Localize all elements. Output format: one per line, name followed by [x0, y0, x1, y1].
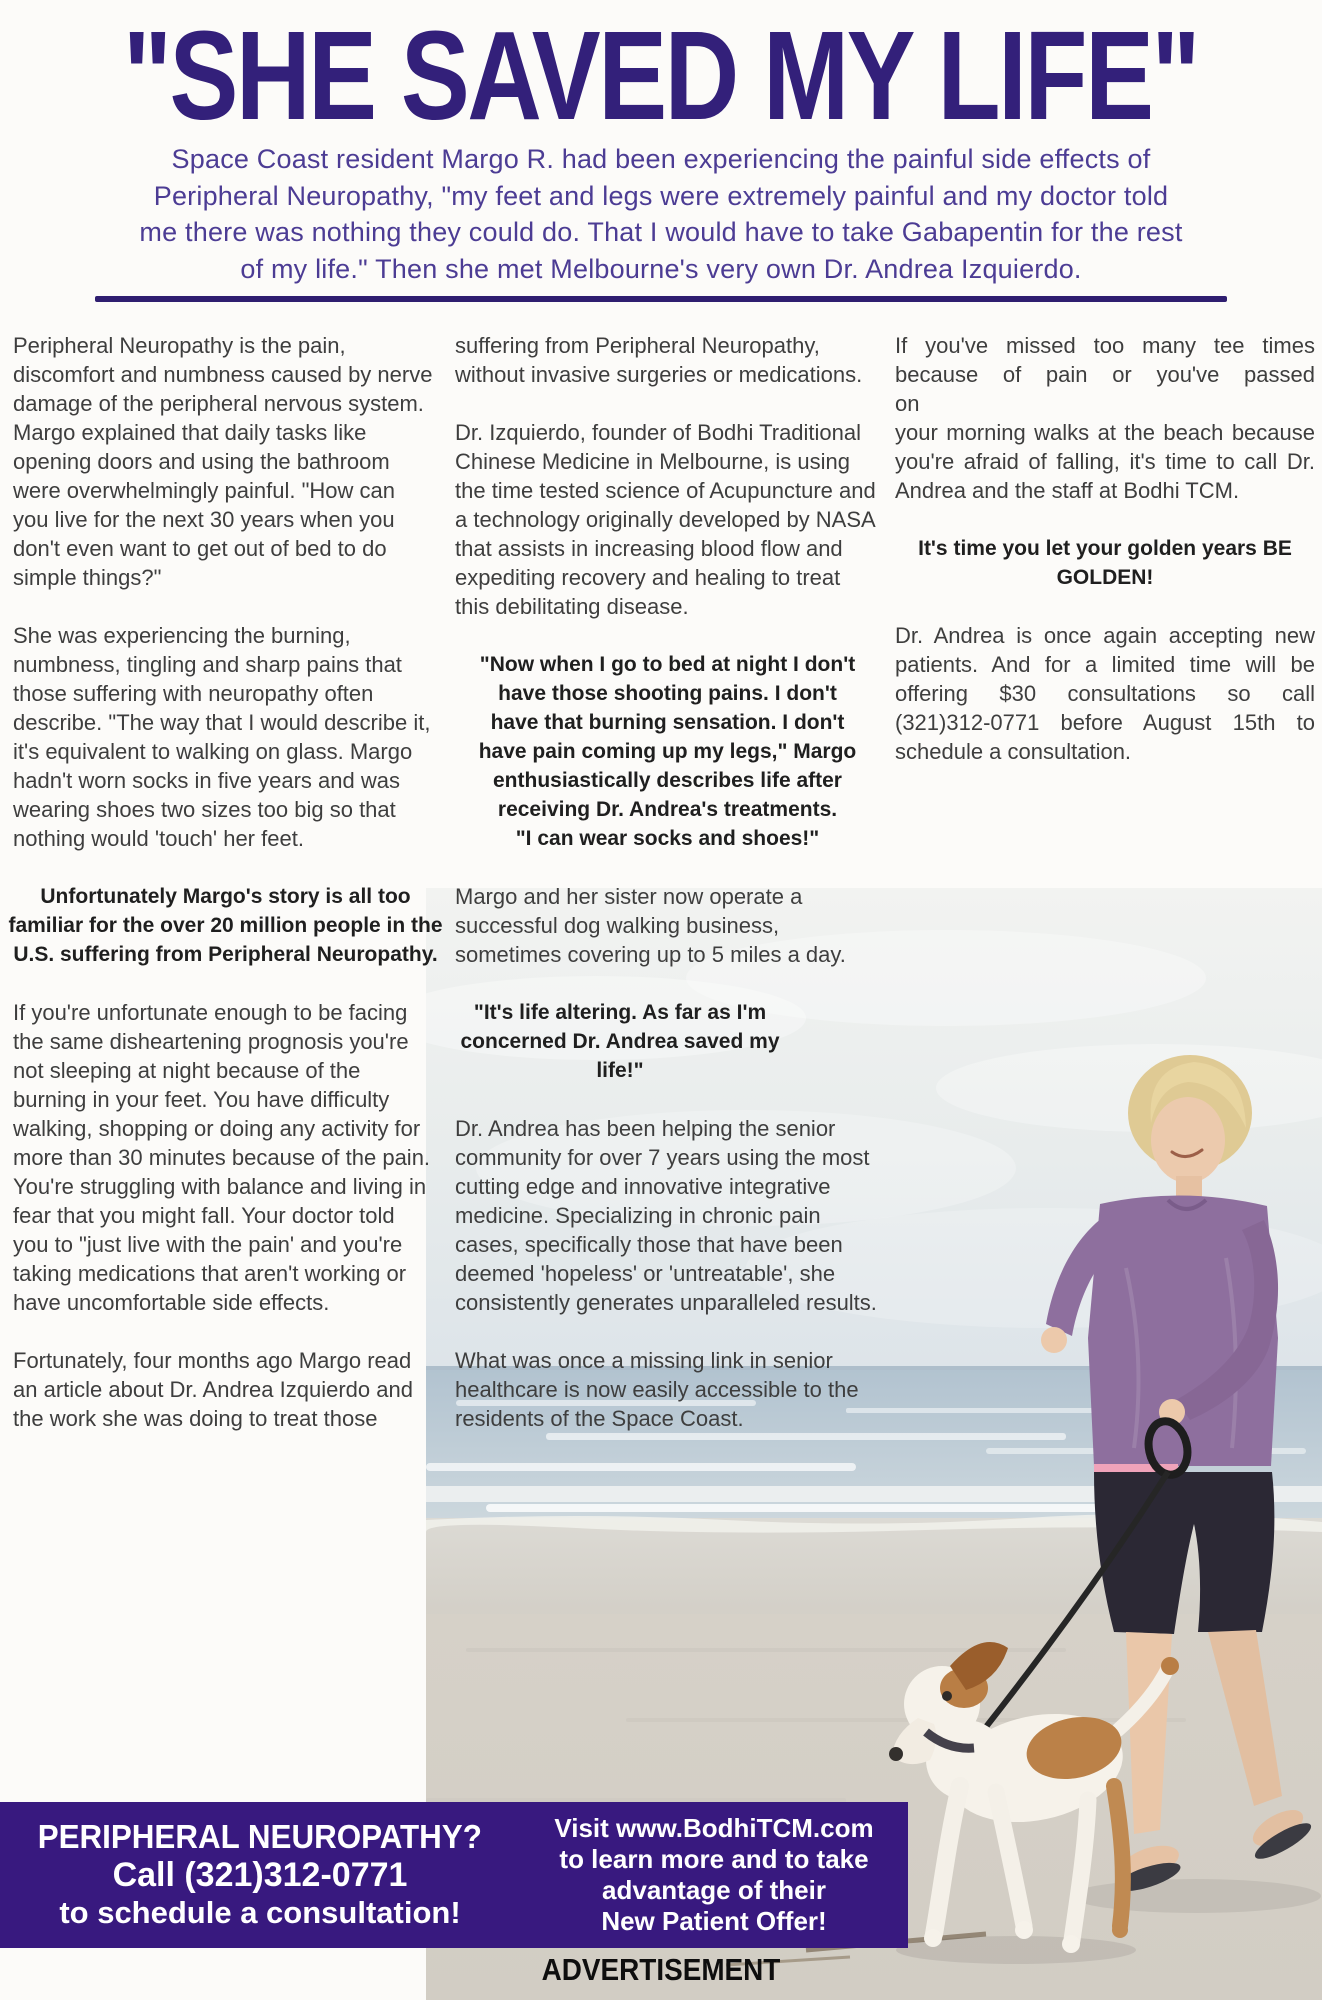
contact-banner-right — [520, 1802, 908, 1948]
banner-offer-line: New Patient Offer! — [601, 1906, 827, 1936]
header-divider — [95, 296, 1227, 302]
paragraph: Dr. Izquierdo, founder of Bodhi Traditional Chinese Medicine in Melbourne, is using the time tested science of Acupuncture and a technology originally developed by NASA that assists in increasing blood flow and expediting recovery and healing to treat this debilitating disease. — [455, 420, 876, 619]
article-column-1 — [8, 331, 443, 1462]
paragraph: If you're unfortunate enough to be facing the same disheartening prognosis you're not sleeping at night because of the burning in your feet. You have difficulty walking, shopping or doing any activity for more than 30 minutes because of the pain. You're struggling with balance and living in fear that you might fall. Your doctor told you to "just live with the pain' and you're taking medications that aren't working or have uncomfortable side effects. — [13, 1000, 431, 1315]
banner-cta: to schedule a consultation! — [59, 1895, 461, 1930]
paragraph: Fortunately, four months ago Margo read an article about Dr. Andrea Izquierdo and the work she was doing to treat those — [13, 1348, 413, 1431]
paragraph: on — [895, 391, 920, 416]
subtitle-line: Space Coast resident Margo R. had been experiencing the painful side effects of — [171, 144, 1151, 174]
paragraph: Dr. Andrea has been helping the senior community for over 7 years using the most cutting edge and innovative integrative medicine. Specializing in chronic pain cases, specifically those that have been deemed 'hopeless' or 'untreatable', she consistently generates unparalleled results. — [455, 1116, 877, 1315]
paragraph: suffering from Peripheral Neuropathy, without invasive surgeries or medications. — [455, 333, 863, 387]
subtitle-line: me there was nothing they could do. That I would have to take Gabapentin for the rest — [139, 217, 1183, 247]
paragraph: Margo and her sister now operate a successful dog walking business, sometimes covering up to 5 miles a day. — [455, 884, 846, 967]
paragraph: She was experiencing the burning, numbness, tingling and sharp pains that those suffering with neuropathy often describe. "The way that I would describe it, it's equivalent to walking on glass. Margo hadn't worn socks in five years and was wearing shoes two sizes too big so that nothing would 'touch' her feet. — [13, 623, 431, 851]
banner-headline: PERIPHERAL NEUROPATHY? — [37, 1818, 483, 1855]
banner-website: Visit www.BodhiTCM.com — [554, 1813, 874, 1843]
paragraph: your morning walks at the beach because you're afraid of falling, it's time to call Dr. Andrea and the staff at Bodhi TCM. — [895, 420, 1315, 503]
quote-text: "Now when I go to bed at night I don't have those shooting pains. I don't have that burning sensation. I don't have pain coming up my legs," Margo enthusiastically describes life after receiving Dr. Andrea's treatments. — [478, 653, 857, 821]
patient-quote-block — [472, 650, 864, 853]
subtitle-line: of my life." Then she met Melbourne's very own Dr. Andrea Izquierdo. — [240, 253, 1082, 284]
banner-text-line: to learn more and to take — [559, 1844, 869, 1874]
bold-callout: Unfortunately Margo's story is all too familiar for the over 20 million people in the U.S. suffering from Peripheral Neuropathy. — [8, 885, 443, 966]
banner-phone: Call (321)312-0771 — [112, 1856, 408, 1894]
patient-quote-block: "It's life altering. As far as I'm concerned Dr. Andrea saved my life!" — [460, 1001, 780, 1082]
subtitle — [31, 141, 1291, 287]
article-column-3 — [895, 331, 1315, 795]
subtitle-line: Peripheral Neuropathy, "my feet and legs were extremely painful and my doctor told — [153, 180, 1169, 211]
paragraph: If you've missed too many tee times because of pain or you've passed — [895, 333, 1315, 387]
paragraph: Peripheral Neuropathy is the pain, discomfort and numbness caused by nerve damage of the peripheral nervous system. Margo explained that daily tasks like opening doors and using the bathroom were overwhelmingly painful. "How can you live for the next 30 years when you don't even want to get out of bed to do simple things?" — [13, 333, 433, 590]
article-column-2 — [455, 331, 880, 1462]
page-title: "SHE SAVED MY LIFE" — [123, 5, 1199, 146]
quote-text: "I can wear socks and shoes!" — [515, 827, 820, 850]
paragraph: What was once a missing link in senior healthcare is now easily accessible to the residents of the Space Coast. — [455, 1348, 859, 1431]
contact-banner — [0, 1802, 908, 1948]
bold-callout: It's time you let your golden years BE GOLDEN! — [918, 537, 1292, 589]
advertisement-label: ADVERTISEMENT — [541, 1952, 781, 1987]
paragraph: Dr. Andrea is once again accepting new patients. And for a limited time will be offering $30 consultations so call (321)312-0771 before August 15th to schedule a consultation. — [895, 623, 1315, 764]
banner-text-line: advantage of their — [602, 1875, 826, 1905]
contact-banner-left — [0, 1802, 520, 1948]
headline-wrap — [0, 5, 1322, 146]
